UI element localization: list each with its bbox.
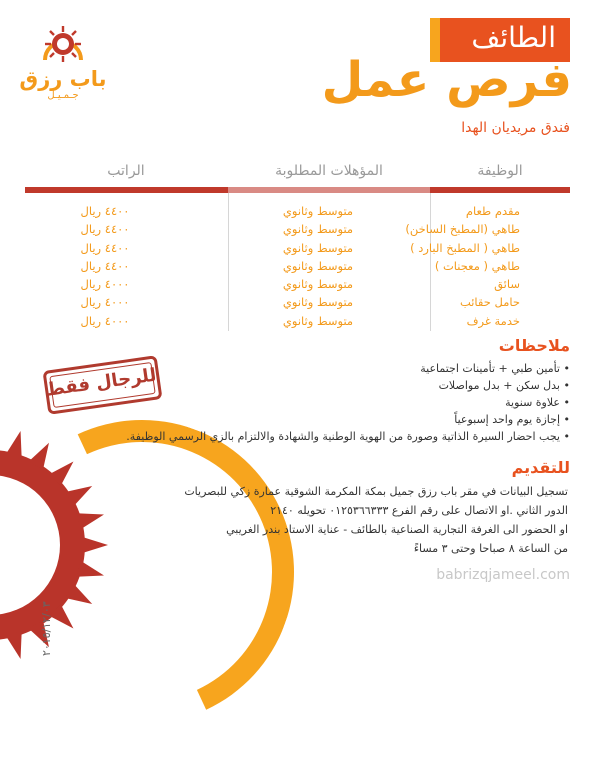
apply-line: تسجيل البيانات في مقر باب رزق جميل بمكة المكرمة الشوقية عمارة زكي للبصريات — [184, 485, 568, 498]
brand-logo — [18, 20, 108, 115]
note-item: • علاوة سنوية — [100, 394, 570, 411]
apply-line: من الساعة ٨ صباحا وحتى ٣ مساءً — [413, 542, 568, 555]
apply-line: الدور الثاني .او الاتصال على رقم الفرع ٠١٢٥٣٦٦٣٣٣ تحويله ٢١٤٠ — [270, 504, 568, 517]
salary-cell: ٤٠٠٠ ريال — [80, 295, 130, 310]
salary-cell: ٤٤٠٠ ريال — [80, 258, 130, 273]
job-column — [370, 202, 520, 330]
logo-sun-icon — [40, 20, 86, 66]
salary-cell: ٤٠٠٠ ريال — [80, 313, 130, 328]
qualification-cell: متوسط وثانوي — [282, 295, 354, 310]
salary-cell: ٤٤٠٠ ريال — [80, 240, 130, 255]
stamp-text: للرجال فقط — [44, 364, 158, 401]
note-item: • تأمين طبي + تأمينات اجتماعية — [100, 360, 570, 377]
qualification-cell: متوسط وثانوي — [282, 204, 354, 218]
qualification-cell: متوسط وثانوي — [282, 313, 354, 328]
apply-instructions — [108, 482, 568, 558]
job-cell: طاهي ( المطبخ البارد ) — [410, 240, 520, 255]
note-item: • بدل سكن + بدل مواصلات — [100, 377, 570, 394]
notes-heading: ملاحظات — [498, 336, 570, 355]
logo-text: باب رزق — [19, 67, 107, 91]
post-date: ٢٠١٥/١٢/٠٣ — [40, 601, 53, 656]
website-link[interactable]: babrizqjameel.com — [436, 567, 570, 583]
salary-cell: ٤٤٠٠ ريال — [80, 222, 130, 237]
header-qualification: المؤهلات المطلوبة — [275, 163, 383, 179]
logo-subtext: جـمـيـل — [47, 90, 79, 101]
page-title: فرص عمل — [321, 52, 572, 108]
notes-list — [100, 360, 570, 445]
job-cell: مقدم طعام — [465, 204, 520, 218]
sun-ray — [6, 431, 22, 459]
column-divider — [228, 193, 229, 331]
job-cell: سائق — [494, 277, 520, 292]
header-job: الوظيفة — [477, 163, 523, 179]
job-cell: طاهي ( معجنات ) — [434, 258, 520, 273]
qualification-column — [248, 202, 388, 330]
job-cell: خدمة غرف — [466, 313, 520, 328]
job-cell: طاهي (المطبخ الساخن) — [405, 222, 520, 237]
note-item: • يجب احضار السيرة الذاتية وصورة من الهوية الوطنية والشهادة والالتزام بالزي الرسمي الوظيفة. — [100, 428, 570, 445]
salary-cell: ٤٠٠٠ ريال — [80, 277, 130, 292]
company-name: فندق مريديان الهدا — [461, 120, 570, 136]
job-cell: حامل حقائب — [459, 295, 520, 310]
header-salary: الراتب — [107, 163, 145, 179]
note-item: • إجازة يوم واحد إسبوعياً — [100, 411, 570, 428]
qualification-cell: متوسط وثانوي — [282, 277, 354, 292]
apply-heading: للتقديم — [511, 458, 570, 477]
qualification-cell: متوسط وثانوي — [282, 222, 354, 237]
table-header-rule-highlight — [228, 187, 430, 193]
apply-line: او الحضور الى الغرفة التجارية الصناعية بالطائف - عناية الاستاد بندر الغريبي — [226, 523, 568, 536]
qualification-cell: متوسط وثانوي — [282, 240, 354, 255]
qualification-cell: متوسط وثانوي — [282, 258, 354, 273]
salary-cell: ٤٤٠٠ ريال — [80, 204, 130, 218]
salary-column — [50, 202, 160, 330]
city-name: الطائف — [471, 21, 556, 54]
